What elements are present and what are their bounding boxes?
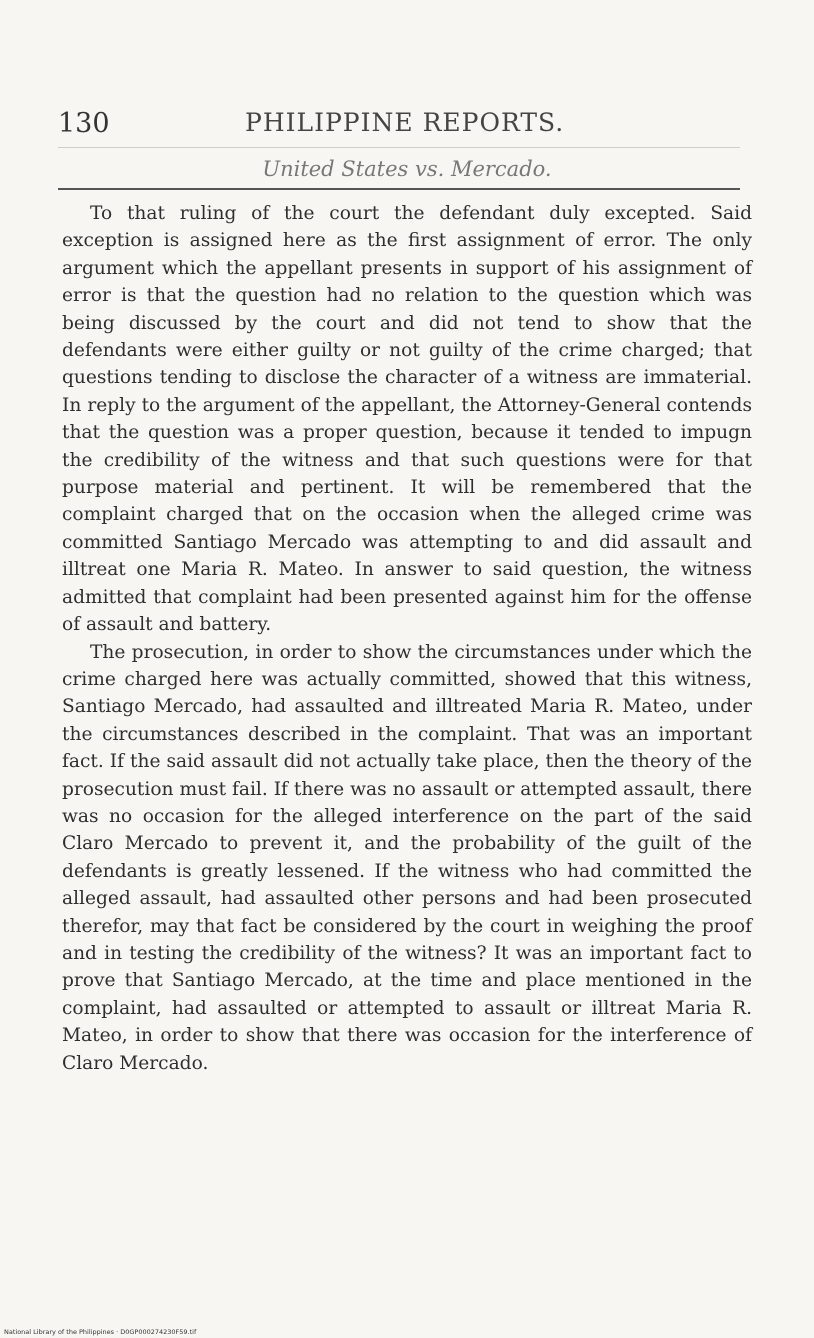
running-head: PHILIPPINE REPORTS. <box>245 108 565 137</box>
header-rule <box>58 147 740 148</box>
paragraph-2: The prosecution, in order to show the circumstances under which the crime charged here was actually committed, showed that this witness, Santiago Mercado, had assaulted and illtreated Maria R. Mateo, under the circumstances described in the complaint. That was an important fact. If the said assault did not actually take place, then the theory of the prosecution must fail. If there was no assault or attempted assault, there was no occasion for the alleged interference on the part of the said Claro Mercado to prevent it, and the probability of the guilt of the defendants is greatly lessened. If the witness who had committed the alleged assault, had assaulted other persons and had been prosecuted therefor, may that fact be considered by the court in weighing the proof and in testing the credibility of the witness? It was an important fact to prove that Santiago Mercado, at the time and place mentioned in the complaint, had assaulted or attempted to assault or illtreat Maria R. Mateo, in order to show that there was occasion for the interference of Claro Mercado. <box>62 641 752 1074</box>
title-rule <box>58 188 740 190</box>
paragraph-1: To that ruling of the court the defendant duly excepted. Said exception is assigned here as the first assignment of error. The only argument which the appellant presents in support of his assignment of error is that the question had no relation to the question which was being discussed by the court and did not tend to show that the defendants were either guilty or not guilty of the crime charged; that questions tending to disclose the character of a witness are immaterial. In reply to the argument of the appellant, the Attorney-General contends that the question was a proper question, because it tended to impugn the credibility of the witness and that such questions were for that purpose material and pertinent. It will be remembered that the complaint charged that on the occasion when the alleged crime was committed Santiago Mercado was attempting to and did assault and illtreat one Maria R. Mateo. In answer to said question, the witness admitted that complaint had been presented against him for the offense of assault and battery. <box>62 203 752 636</box>
page-number: 130 <box>58 108 110 139</box>
case-title: United States vs. Mercado. <box>262 157 552 181</box>
body-text <box>62 200 752 1077</box>
source-footer-note: National Library of the Philippines · D0GP000274230F59.tif <box>4 1328 197 1336</box>
